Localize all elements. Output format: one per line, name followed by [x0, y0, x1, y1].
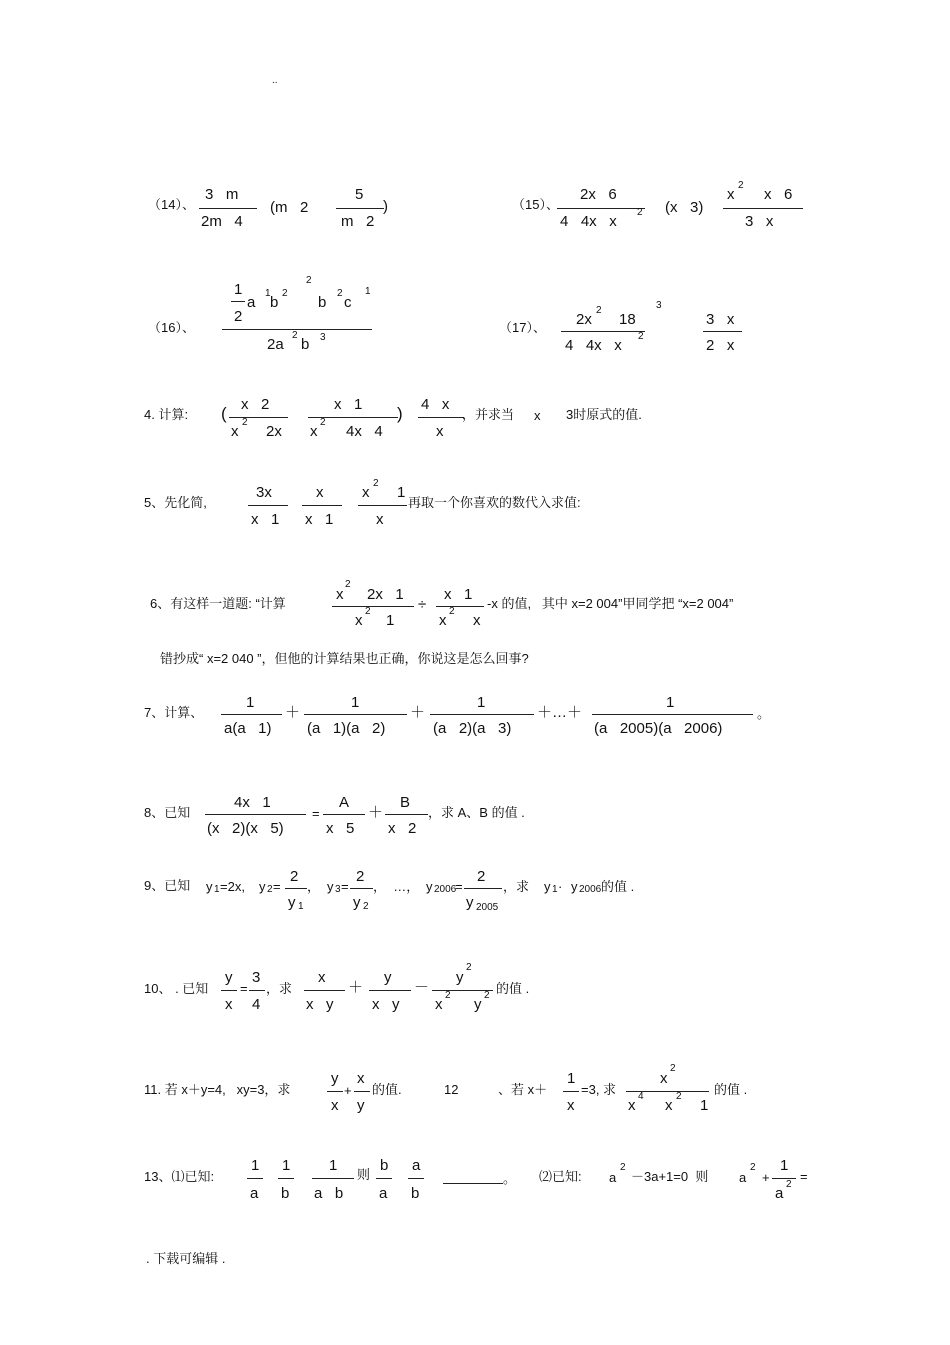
half-numerator: 1	[234, 281, 243, 298]
fraction-denominator: x	[331, 1097, 339, 1114]
fraction-bar	[231, 301, 245, 302]
fraction-denominator: y	[288, 894, 296, 911]
minus-sign: －	[414, 979, 430, 996]
fraction-bar	[248, 505, 288, 506]
fraction-numerator: x	[660, 1070, 668, 1087]
y2-var: y	[259, 879, 266, 894]
fraction-numerator: 1	[282, 1157, 291, 1174]
fraction-bar	[302, 505, 342, 506]
fraction-bar	[221, 990, 237, 991]
fraction-numerator: 1	[567, 1070, 576, 1087]
question-label: 10、 . 已知	[144, 981, 209, 996]
question-label: 7、计算、	[144, 705, 204, 720]
exponent: 2	[670, 1063, 676, 1074]
question-label: 4. 计算:	[144, 407, 189, 422]
fraction-denominator: x	[665, 1097, 673, 1114]
fraction-denominator: x	[231, 423, 239, 440]
answer-blank	[443, 1183, 503, 1184]
subscript: 2005	[476, 902, 499, 913]
fraction-denominator: x	[376, 511, 384, 528]
problem-label: （14）、	[148, 197, 195, 212]
fraction-bar	[354, 1091, 370, 1092]
equation-text: －3a+1=0 则	[631, 1169, 709, 1184]
fraction-bar	[221, 714, 282, 715]
fraction-denominator: a	[379, 1185, 388, 1202]
fraction-numerator: 1	[780, 1157, 789, 1174]
y1-def: =2x,	[220, 879, 245, 894]
subscript: 1	[298, 901, 304, 912]
fraction-numerator: 1	[251, 1157, 260, 1174]
fraction-bar	[199, 208, 257, 209]
question-label: 8、已知	[144, 805, 191, 820]
denominator-term: b	[301, 336, 310, 353]
divide-sign: ÷	[418, 596, 427, 613]
subscript: 1	[214, 884, 220, 895]
fraction-bar	[229, 417, 288, 418]
fraction-denominator-rest: 2x	[266, 423, 282, 440]
exponent: 2	[365, 606, 371, 617]
page-footer: . 下载可编辑 .	[146, 1251, 226, 1266]
question-label: ⑵已知:	[539, 1169, 582, 1184]
fraction-bar	[592, 714, 753, 715]
subscript: 2006	[434, 884, 457, 895]
fraction-numerator: x	[316, 484, 324, 501]
plus-sign: ＋	[410, 704, 426, 721]
exponent: 2	[320, 417, 326, 428]
question-text: ，并求当	[462, 407, 515, 422]
fraction-denominator: y	[353, 894, 361, 911]
exponent: 2	[638, 331, 644, 342]
fraction-denominator: x 1	[305, 511, 334, 528]
exponent: 1	[265, 288, 271, 299]
fraction-denominator: x	[567, 1097, 575, 1114]
y1-var: y	[206, 879, 213, 894]
fraction-numerator-rest: x 6	[764, 186, 793, 203]
exponent: 2	[596, 305, 602, 316]
fraction-numerator: B	[400, 794, 411, 811]
equation-term: a	[609, 1170, 617, 1185]
fraction-bar	[464, 888, 502, 889]
fraction-denominator: 4 4x x	[565, 337, 622, 354]
equals-sign: =	[341, 879, 349, 894]
ellipsis: ＋…＋	[537, 704, 583, 721]
exponent: 2	[620, 1162, 626, 1173]
fraction-denominator: b	[281, 1185, 290, 1202]
target-var: y	[571, 879, 578, 894]
fraction-denominator: (a 2005)(a 2006)	[594, 720, 723, 737]
problem-label: （17）、	[499, 320, 546, 335]
fraction-numerator: x 1	[334, 396, 363, 413]
exponent: 2	[466, 962, 472, 973]
fraction-numerator: 3 m	[205, 186, 239, 203]
fraction-denominator: y	[357, 1097, 365, 1114]
fraction-numerator: 1	[666, 694, 675, 711]
question-text-line2: 错抄成“ x=2 040 ”，但他的计算结果也正确，你说这是怎么回事?	[160, 651, 529, 666]
fraction-denominator: y	[466, 894, 474, 911]
exponent: 2	[676, 1091, 682, 1102]
exponent: 2	[637, 207, 643, 218]
fraction-denominator: 1	[700, 1097, 709, 1114]
fraction-denominator: b	[411, 1185, 420, 1202]
fraction-denominator: (a 1)(a 2)	[307, 720, 386, 737]
fraction-bar	[350, 888, 373, 889]
fraction-bar	[369, 990, 411, 991]
close-paren: )	[383, 198, 388, 215]
exponent: 1	[365, 286, 371, 297]
fraction-numerator: 2x	[576, 311, 592, 328]
exponent: 2	[242, 417, 248, 428]
fraction-bar	[376, 1178, 392, 1179]
fraction-bar	[285, 888, 307, 889]
fraction-bar	[247, 1178, 263, 1179]
question-text: 的值 .	[496, 981, 530, 996]
exponent: 3	[656, 300, 662, 311]
exponent: 2	[484, 990, 490, 1001]
plus-sign: +	[762, 1170, 770, 1185]
fraction-bar	[205, 814, 306, 815]
question-text: 的值 .	[714, 1082, 748, 1097]
question-label: 13、⑴已知:	[144, 1169, 215, 1184]
fraction-numerator: 2	[477, 868, 486, 885]
fraction-denominator: a(a 1)	[224, 720, 272, 737]
fraction-numerator: a	[412, 1157, 421, 1174]
fraction-bar	[430, 714, 534, 715]
numerator-term: b	[318, 294, 327, 311]
plus-sign: +	[344, 1083, 352, 1098]
y3-var: y	[327, 879, 334, 894]
fraction-denominator: x 2	[388, 820, 417, 837]
exponent: 2	[337, 288, 343, 299]
question-text: 的值.	[372, 1082, 402, 1097]
exponent: 2	[445, 990, 451, 1001]
fraction-denominator: x	[355, 612, 363, 629]
fraction-bar	[336, 208, 384, 209]
question-text: ，求	[503, 879, 530, 894]
fraction-bar	[561, 331, 645, 332]
fraction-denominator: a b	[314, 1185, 344, 1202]
fraction-denominator: a	[775, 1185, 784, 1202]
fraction-numerator: 1	[477, 694, 486, 711]
question-text: 3时原式的值.	[566, 407, 642, 422]
fraction-denominator-rest: x	[473, 612, 481, 629]
fraction-numerator: x	[727, 186, 735, 203]
plus-sign: ＋	[368, 804, 384, 821]
plus-sign: ＋	[348, 979, 364, 996]
exponent: 2	[750, 1162, 756, 1173]
fraction-bar	[327, 1091, 343, 1092]
exponent: 2	[373, 478, 379, 489]
problem-label: （16）、	[148, 320, 195, 335]
fraction-numerator: x	[318, 969, 326, 986]
fraction-bar	[332, 606, 414, 607]
question-text: ，求 A、B 的值 .	[428, 805, 525, 820]
equation-term: a	[739, 1170, 747, 1185]
expression-text: (x 3)	[665, 199, 704, 216]
ellipsis: ， …，	[373, 879, 420, 894]
fraction-denominator: 4 4x x	[560, 213, 617, 230]
fraction-denominator: (a 2)(a 3)	[433, 720, 512, 737]
open-paren: (	[221, 404, 227, 423]
numerator-term: b	[270, 294, 279, 311]
fraction-bar	[304, 714, 407, 715]
fraction-numerator: 1	[329, 1157, 338, 1174]
fraction-bar	[557, 208, 645, 209]
exponent: 2	[738, 180, 744, 191]
fraction-numerator: 4 x	[421, 396, 450, 413]
fraction-numerator: y	[225, 969, 233, 986]
fraction-denominator: 3 x	[745, 213, 774, 230]
fraction-denominator-rest: 4x 4	[346, 423, 383, 440]
fraction-bar	[408, 1178, 424, 1179]
fraction-bar	[312, 1178, 354, 1179]
period: 。	[503, 1171, 517, 1186]
question-text: ，求	[266, 981, 293, 996]
question-text: -x 的值, 其中 x=2 004”甲同学把 “x=2 004”	[487, 596, 734, 611]
dot: ·	[558, 879, 563, 894]
fraction-denominator: 4	[252, 996, 261, 1013]
subscript: 2	[267, 884, 273, 895]
fraction-denominator-rest: 1	[386, 612, 395, 629]
subscript: 2006	[579, 884, 602, 895]
fraction-numerator: 3 x	[706, 311, 735, 328]
exponent: 2	[786, 1179, 792, 1190]
question-label: 9、已知	[144, 878, 191, 893]
fraction-numerator: 2	[356, 868, 365, 885]
fraction-denominator: x	[435, 996, 443, 1013]
equals-sign: =	[273, 879, 281, 894]
fraction-denominator: m 2	[341, 213, 375, 230]
target-var: y	[544, 879, 551, 894]
fraction-bar	[703, 331, 742, 332]
fraction-denominator: x	[225, 996, 233, 1013]
fraction-numerator: x	[362, 484, 370, 501]
fraction-numerator: 3	[252, 969, 261, 986]
equals-sign: =	[312, 806, 320, 821]
fraction-denominator: x y	[306, 996, 334, 1013]
fraction-numerator: x	[336, 586, 344, 603]
plus-sign: ＋	[285, 704, 301, 721]
fraction-numerator: x 2	[241, 396, 270, 413]
fraction-numerator-rest: 1	[397, 484, 406, 501]
fraction-numerator: 1	[246, 694, 255, 711]
exponent: 2	[306, 275, 312, 286]
fraction-denominator: x	[310, 423, 318, 440]
fraction-numerator-rest: 18	[619, 311, 636, 328]
fraction-numerator: 1	[351, 694, 360, 711]
yn-var: y	[426, 879, 433, 894]
fraction-numerator: A	[339, 794, 350, 811]
fraction-numerator: x	[357, 1070, 365, 1087]
fraction-numerator: b	[380, 1157, 389, 1174]
fraction-denominator: x	[628, 1097, 636, 1114]
numerator-term: a	[247, 294, 256, 311]
fraction-bar	[723, 208, 803, 209]
fraction-bar	[304, 990, 345, 991]
fraction-bar	[323, 814, 365, 815]
fraction-denominator: x 5	[326, 820, 355, 837]
question-label: 5、先化简,	[144, 495, 207, 510]
fraction-bar	[563, 1091, 579, 1092]
fraction-numerator: y	[331, 1070, 339, 1087]
question-text: 再取一个你喜欢的数代入求值:	[408, 495, 581, 510]
period: 。	[757, 706, 771, 721]
header-mark: ..	[272, 75, 278, 86]
fraction-bar	[249, 990, 265, 991]
question-text: 的值 .	[601, 879, 635, 894]
fraction-bar	[436, 606, 484, 607]
exponent: 2	[282, 288, 288, 299]
fraction-numerator-rest: 2x 1	[367, 586, 404, 603]
fraction-denominator: x y	[372, 996, 400, 1013]
equals-sign: =	[800, 1169, 808, 1184]
fraction-bar	[385, 814, 428, 815]
fraction-denominator: x	[436, 423, 444, 440]
fraction-bar	[772, 1178, 796, 1179]
fraction-numerator: y	[456, 969, 464, 986]
close-paren: )	[397, 404, 403, 423]
question-number: 12	[444, 1082, 459, 1097]
fraction-denominator: x	[439, 612, 447, 629]
fraction-numerator: y	[384, 969, 392, 986]
fraction-denominator: 2a	[267, 336, 284, 353]
fraction-denominator: a	[250, 1185, 259, 1202]
question-text: =3, 求	[581, 1082, 617, 1097]
question-text: 则	[357, 1167, 371, 1182]
fraction-denominator: 2m 4	[201, 213, 243, 230]
exponent: 2	[292, 330, 298, 341]
subscript: 3	[335, 884, 341, 895]
fraction-denominator: (x 2)(x 5)	[207, 820, 284, 837]
question-label: 、若 x＋	[498, 1082, 548, 1097]
subscript: 1	[552, 884, 558, 895]
comma: ，	[307, 879, 321, 894]
numerator-term: c	[344, 294, 352, 311]
fraction-numerator: 2x 6	[580, 186, 617, 203]
fraction-numerator: 5	[355, 186, 364, 203]
fraction-bar	[278, 1178, 294, 1179]
problem-label: （15）、	[512, 197, 559, 212]
fraction-denominator: 2 x	[706, 337, 735, 354]
fraction-bar	[418, 417, 464, 418]
exponent: 2	[449, 606, 455, 617]
expression-text: (m 2	[270, 199, 309, 216]
subscript: 2	[363, 901, 369, 912]
fraction-bar	[358, 505, 407, 506]
equals-sign: =	[455, 879, 463, 894]
exponent: 4	[638, 1091, 644, 1102]
fraction-numerator: 2	[290, 868, 299, 885]
fraction-numerator: x 1	[444, 586, 473, 603]
exponent: 2	[345, 579, 351, 590]
fraction-numerator: 4x 1	[234, 794, 271, 811]
question-label: 11. 若 x＋y=4, xy=3，求	[144, 1082, 291, 1097]
fraction-denominator: y	[474, 996, 482, 1013]
fraction-denominator: x 1	[251, 511, 280, 528]
half-denominator: 2	[234, 308, 243, 325]
equals-sign: =	[240, 981, 248, 996]
variable: x	[534, 408, 541, 423]
question-label: 6、有这样一道题: “计算	[150, 596, 286, 611]
exponent: 3	[320, 332, 326, 343]
fraction-numerator: 3x	[256, 484, 272, 501]
